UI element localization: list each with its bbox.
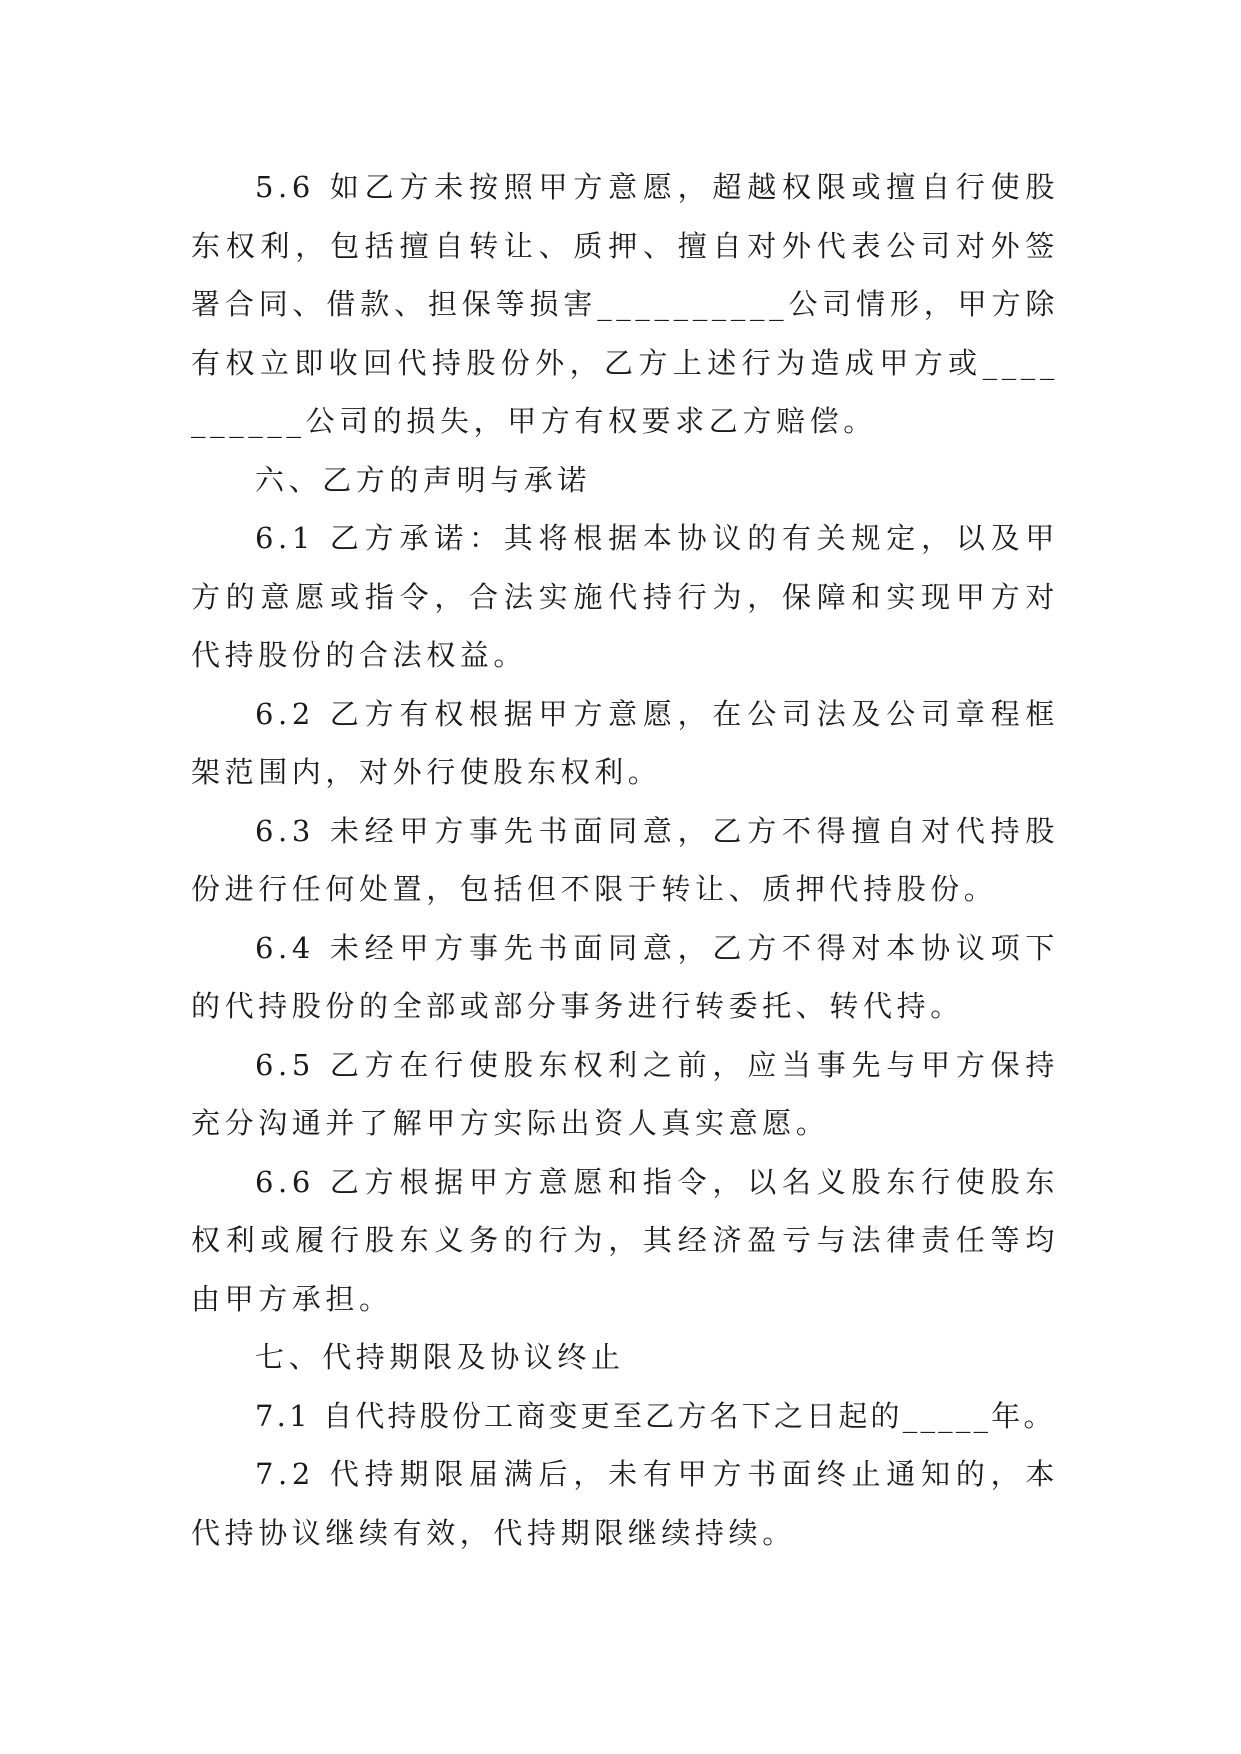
section-heading-7: 七、代持期限及协议终止: [255, 1340, 625, 1374]
document-body: [191, 158, 1059, 1562]
clause-6-1: 6.1 乙方承诺：其将根据本协议的有关规定，以及甲方的意愿或指令，合法实施代持行为，保障和实现甲方对代持股份的合法权益。: [191, 521, 1059, 672]
clause-6-3: 6.3 未经甲方事先书面同意，乙方不得擅自对代持股份进行任何处置，包括但不限于转让、质押代持股份。: [191, 813, 1059, 906]
clause-6-6: 6.6 乙方根据甲方意愿和指令，以名义股东行使股东权利或履行股东义务的行为，其经济盈亏与法律责任等均由甲方承担。: [191, 1164, 1059, 1316]
clause-5-6: 5.6 如乙方未按照甲方意愿，超越权限或擅自行使股东权利，包括擅自转让、质押、擅自对外代表公司对外签署合同、借款、担保等损害__________公司情形，甲方除有权立即收回代持股份外，乙方上述行为造成甲方或__________公司的损失，甲方有权要求乙方赔偿。: [191, 170, 1059, 438]
clause-6-5: 6.5 乙方在行使股东权利之前，应当事先与甲方保持充分沟通并了解甲方实际出资人真实意愿。: [191, 1047, 1059, 1140]
clause-6-2: 6.2 乙方有权根据甲方意愿，在公司法及公司章程框架范围内，对外行使股东权利。: [191, 696, 1059, 789]
clause-7-1: 7.1 自代持股份工商变更至乙方名下之日起的_____年。: [255, 1398, 1056, 1433]
clause-7-2: 7.2 代持期限届满后，未有甲方书面终止通知的，本代持协议继续有效，代持期限继续持续。: [191, 1457, 1059, 1550]
clause-6-4: 6.4 未经甲方事先书面同意，乙方不得对本协议项下的代持股份的全部或部分事务进行转委托、转代持。: [191, 930, 1059, 1023]
section-heading-6: 六、乙方的声明与承诺: [255, 462, 592, 497]
